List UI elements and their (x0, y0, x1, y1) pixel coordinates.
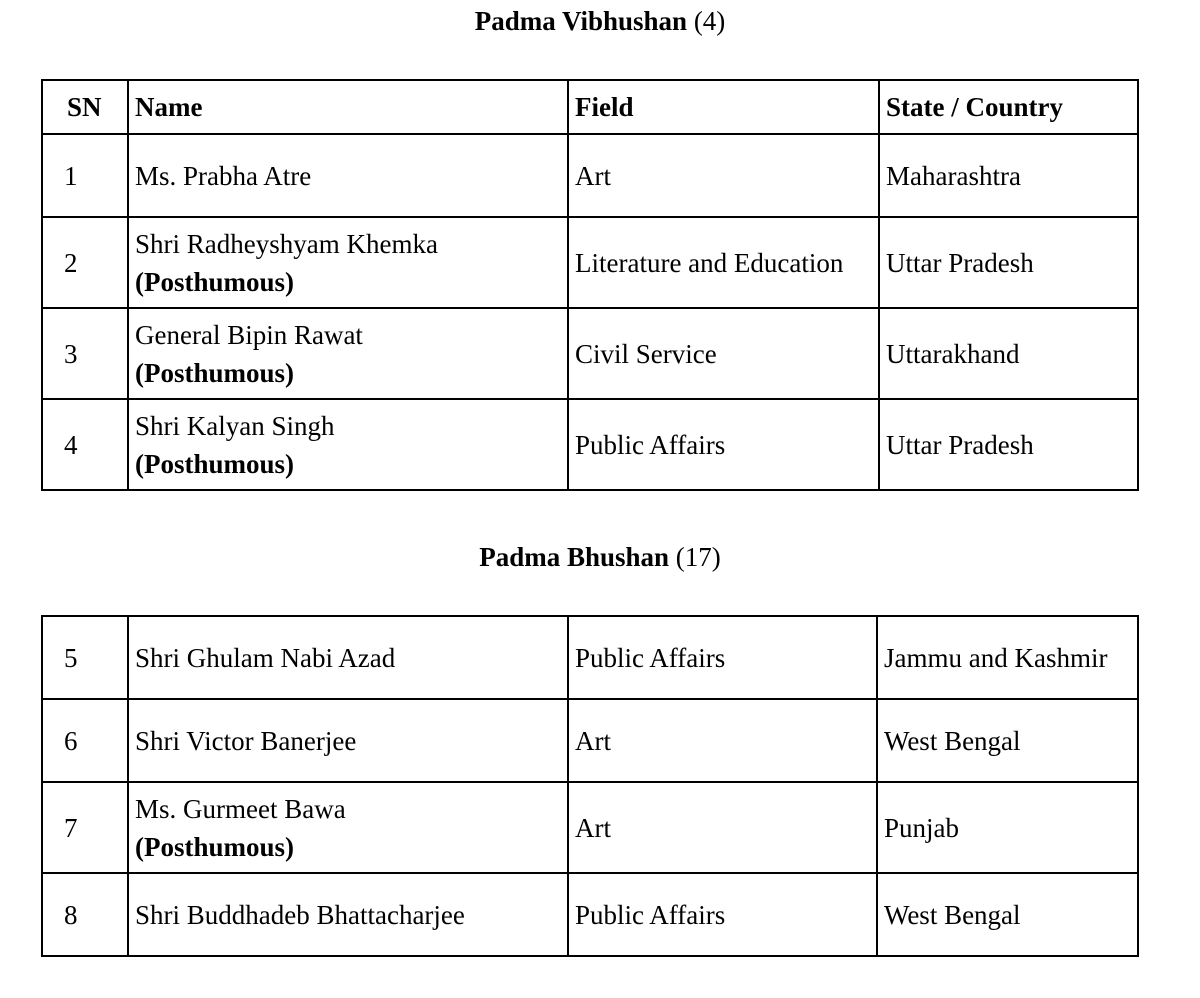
header-field: Field (568, 80, 879, 134)
posthumous-label: (Posthumous) (135, 448, 295, 479)
cell-state: Jammu and Kashmir (877, 616, 1138, 699)
awardee-name: Shri Radheyshyam Khemka (135, 228, 438, 259)
awardee-name: Shri Kalyan Singh (135, 410, 335, 441)
cell-field: Public Affairs (568, 616, 877, 699)
cell-state: Maharashtra (879, 134, 1138, 217)
section-count: (17) (675, 542, 721, 572)
cell-state: West Bengal (877, 873, 1138, 956)
header-name: Name (128, 80, 568, 134)
awardee-name: Ms. Gurmeet Bawa (135, 793, 346, 824)
table-row (42, 217, 1138, 308)
cell-state: Uttar Pradesh (879, 217, 1138, 308)
cell-sn: 8 (42, 873, 128, 956)
cell-name (128, 873, 568, 956)
header-sn: SN (42, 80, 128, 134)
cell-state: Uttarakhand (879, 308, 1138, 399)
padma-vibhushan-table (41, 79, 1139, 491)
section-title-text: Padma Bhushan (479, 542, 670, 572)
cell-name (128, 134, 568, 217)
awardee-name: Shri Ghulam Nabi Azad (135, 642, 396, 673)
section-title-padma-vibhushan (0, 5, 1200, 37)
cell-field: Art (568, 699, 877, 782)
cell-name (128, 399, 568, 490)
cell-sn: 7 (42, 782, 128, 873)
cell-field: Public Affairs (568, 399, 879, 490)
section-title-text: Padma Vibhushan (474, 6, 688, 36)
cell-field: Literature and Education (568, 217, 879, 308)
cell-sn: 3 (42, 308, 128, 399)
padma-bhushan-table (41, 615, 1139, 957)
cell-state: Uttar Pradesh (879, 399, 1138, 490)
table-row (42, 308, 1138, 399)
cell-sn: 5 (42, 616, 128, 699)
posthumous-label: (Posthumous) (135, 266, 295, 297)
cell-sn: 1 (42, 134, 128, 217)
table-header-row (42, 80, 1138, 134)
cell-sn: 4 (42, 399, 128, 490)
table-row (42, 873, 1138, 956)
cell-state: West Bengal (877, 699, 1138, 782)
section-title-padma-bhushan (0, 541, 1200, 573)
table-row (42, 616, 1138, 699)
section-count: (4) (693, 6, 726, 36)
table-row (42, 399, 1138, 490)
posthumous-label: (Posthumous) (135, 831, 295, 862)
awardee-name: Shri Victor Banerjee (135, 725, 357, 756)
table-row (42, 699, 1138, 782)
awardee-name: Ms. Prabha Atre (135, 160, 312, 191)
cell-name (128, 308, 568, 399)
cell-field: Art (568, 134, 879, 217)
cell-sn: 2 (42, 217, 128, 308)
cell-field: Art (568, 782, 877, 873)
cell-name (128, 217, 568, 308)
cell-state: Punjab (877, 782, 1138, 873)
cell-name (128, 616, 568, 699)
table-row (42, 782, 1138, 873)
cell-name (128, 699, 568, 782)
cell-field: Civil Service (568, 308, 879, 399)
awardee-name: Shri Buddhadeb Bhattacharjee (135, 899, 465, 930)
header-state: State / Country (879, 80, 1138, 134)
cell-name (128, 782, 568, 873)
posthumous-label: (Posthumous) (135, 357, 295, 388)
awardee-name: General Bipin Rawat (135, 319, 363, 350)
table-row (42, 134, 1138, 217)
cell-sn: 6 (42, 699, 128, 782)
cell-field: Public Affairs (568, 873, 877, 956)
